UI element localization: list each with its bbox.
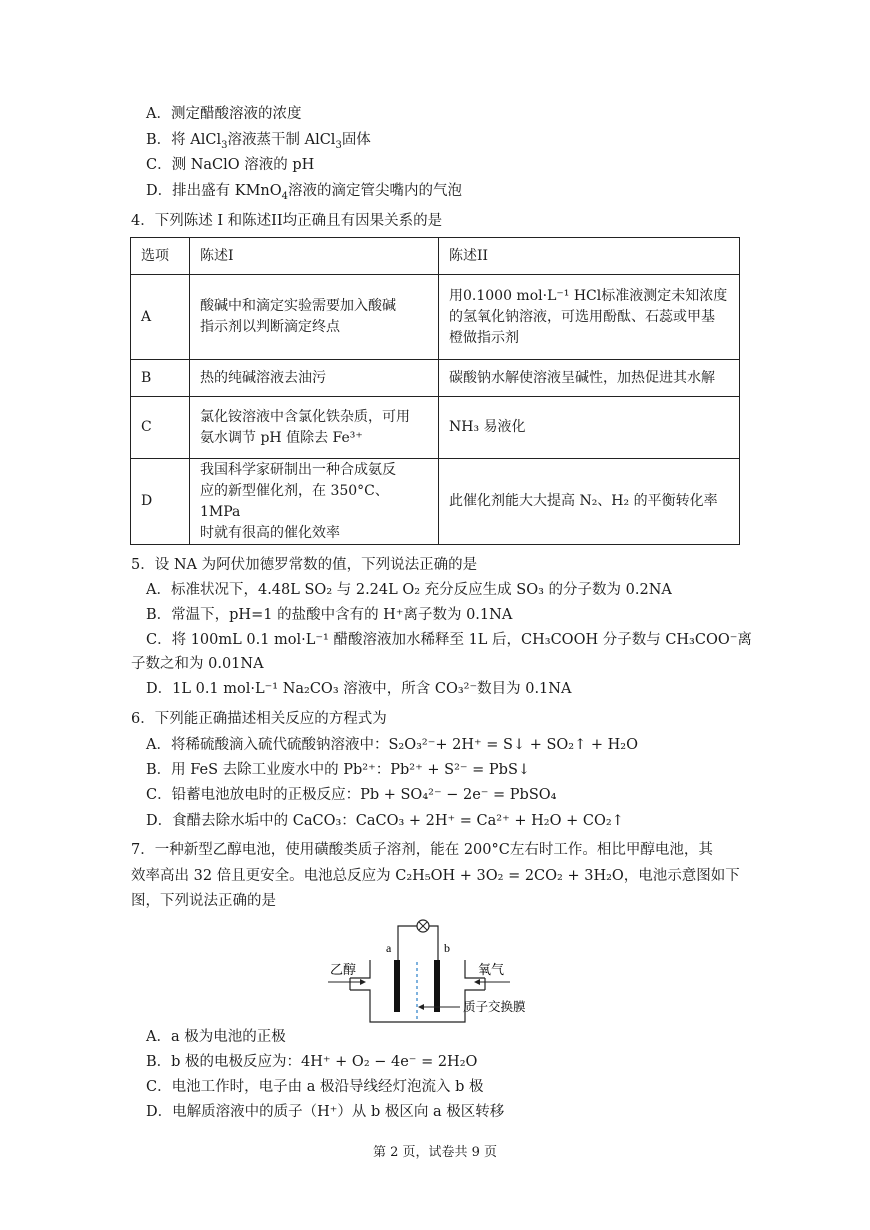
electrode-a (394, 960, 400, 1012)
q4-table (130, 237, 740, 545)
electrode-a-label: a (386, 941, 392, 955)
row-option: C (131, 397, 190, 459)
row-statement-2: 用0.1000 mol·L⁻¹ HCl标准液测定未知浓度 的氢氧化钠溶液，可选用酚酞、石蕊或甲基 橙做指示剂 (439, 275, 740, 360)
q7-option-a: A．a 极为电池的正极 (146, 1029, 286, 1045)
table-header-row (131, 238, 740, 275)
q3-option-a: A．测定醋酸溶液的浓度 (146, 106, 302, 122)
table-row (131, 360, 740, 397)
fuel-cell-diagram (320, 912, 550, 1027)
q5-option-a: A．标准状况下，4.48L SO₂ 与 2.24L O₂ 充分反应生成 SO₃ 的分子数为 0.2NA (146, 582, 672, 598)
q7-stem-line-3: 图，下列说法正确的是 (131, 893, 276, 909)
oxygen-label: 氧气 (478, 963, 505, 978)
q7-option-b: B．b 极的电极反应为：4H⁺ + O₂ − 4e⁻ = 2H₂O (146, 1054, 478, 1070)
q5-option-d: D．1L 0.1 mol·L⁻¹ Na₂CO₃ 溶液中，所含 CO₃²⁻数目为 0.1NA (146, 681, 572, 697)
row-option: D (131, 459, 190, 545)
electrode-b (434, 960, 440, 1012)
row-option: B (131, 360, 190, 397)
q5-option-b: B．常温下，pH=1 的盐酸中含有的 H⁺离子数为 0.1NA (146, 607, 513, 623)
q5-option-c-continued: 子数之和为 0.01NA (131, 656, 264, 672)
row-statement-1: 氯化铵溶液中含氯化铁杂质，可用 氨水调节 pH 值除去 Fe³⁺ (190, 397, 439, 459)
row-statement-1: 酸碱中和滴定实验需要加入酸碱 指示剂以判断滴定终点 (190, 275, 439, 360)
electrode-b-label: b (444, 941, 450, 955)
q5-stem: 5．设 NA 为阿伏加德罗常数的值，下列说法正确的是 (131, 557, 478, 573)
q6-option-d: D．食醋去除水垢中的 CaCO₃：CaCO₃ + 2H⁺ = Ca²⁺ + H₂O + CO₂↑ (146, 813, 624, 829)
table-row (131, 275, 740, 360)
header-option: 选项 (131, 238, 190, 275)
q7-stem-line-2: 效率高出 32 倍且更安全。电池总反应为 C₂H₅OH + 3O₂ = 2CO₂ + 3H₂O，电池示意图如下 (131, 868, 740, 884)
q6-option-c: C．铅蓄电池放电时的正极反应：Pb + SO₄²⁻ − 2e⁻ = PbSO₄ (146, 787, 557, 803)
row-statement-2: 此催化剂能大大提高 N₂、H₂ 的平衡转化率 (439, 459, 740, 545)
page-footer: 第 2 页，试卷共 9 页 (372, 1145, 498, 1160)
q3-option-c: C．测 NaClO 溶液的 pH (146, 157, 315, 173)
q3-option-d: D．排出盛有 KMnO$_4$溶液的滴定管尖嘴内的气泡 (146, 183, 463, 202)
row-statement-2: NH₃ 易液化 (439, 397, 740, 459)
q4-stem: 4．下列陈述 I 和陈述II均正确且有因果关系的是 (131, 213, 443, 229)
header-statement-2: 陈述II (439, 238, 740, 275)
row-statement-1: 我国科学家研制出一种合成氨反 应的新型催化剂，在 350°C、1MPa 时就有很高的催化效率 (190, 459, 439, 545)
ethanol-label: 乙醇 (330, 963, 357, 978)
q7-stem-line-1: 7．一种新型乙醇电池，使用磺酸类质子溶剂，能在 200°C左右时工作。相比甲醇电池，其 (131, 842, 713, 858)
q6-option-a: A．将稀硫酸滴入硫代硫酸钠溶液中：S₂O₃²⁻+ 2H⁺ = S↓ + SO₂↑ + H₂O (146, 737, 638, 753)
q6-option-b: B．用 FeS 去除工业废水中的 Pb²⁺：Pb²⁺ + S²⁻ = PbS↓ (146, 762, 531, 778)
row-statement-2: 碳酸钠水解使溶液呈碱性，加热促进其水解 (439, 360, 740, 397)
table-row (131, 397, 740, 459)
header-statement-1: 陈述I (190, 238, 439, 275)
lamp-icon (417, 920, 429, 932)
table-row (131, 459, 740, 545)
q7-option-d: D．电解质溶液中的质子（H⁺）从 b 极区向 a 极区转移 (146, 1104, 505, 1120)
q5-option-c: C．将 100mL 0.1 mol·L⁻¹ 醋酸溶液加水稀释至 1L 后，CH₃COOH 分子数与 CH₃COO⁻离 (146, 632, 752, 648)
q3-option-b: B．将 AlCl$_3$溶液蒸干制 AlCl$_3$固体 (146, 132, 371, 151)
membrane-label: 质子交换膜 (463, 999, 526, 1014)
q7-option-c: C．电池工作时，电子由 a 极沿导线经灯泡流入 b 极 (146, 1079, 484, 1095)
q6-stem: 6．下列能正确描述相关反应的方程式为 (131, 711, 387, 727)
row-option: A (131, 275, 190, 360)
row-statement-1: 热的纯碱溶液去油污 (190, 360, 439, 397)
